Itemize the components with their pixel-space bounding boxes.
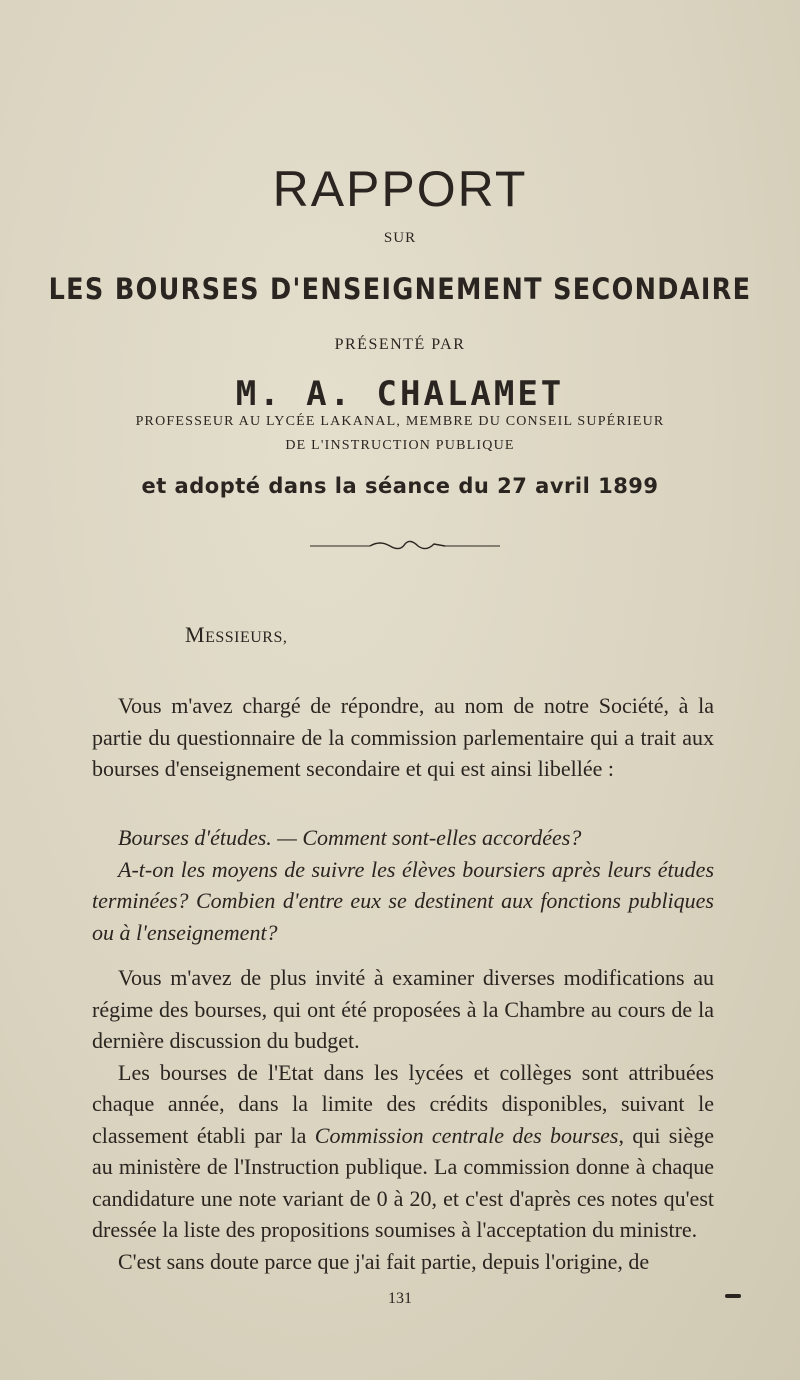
report-title: RAPPORT [272, 161, 528, 217]
presented-by-label: PRÉSENTÉ PAR [334, 336, 466, 353]
author-role-line-1: PROFESSEUR AU LYCÉE LAKANAL, MEMBRE DU CONSEIL SUPÉRIEUR [135, 414, 665, 429]
paragraph-2: Vous m'avez de plus invité à examiner diverses modifications au régime des bourses, qui ont été proposées à la Chambre au cours de la dernière discussion du budget. [92, 965, 714, 1053]
paragraph-3-italic: Commission centrale des bourses [314, 1122, 619, 1148]
quote-line-1: Bourses d'études. — Comment sont-elles accordées? [118, 825, 582, 850]
salutation-initial: M [185, 622, 206, 647]
ornament-divider [310, 536, 500, 556]
paragraph-4: C'est sans doute parce que j'ai fait partie, depuis l'origine, de [118, 1248, 650, 1274]
paragraph-1-text: Vous m'avez chargé de répondre, au nom de notre Société, à la partie du questionnaire de la commission parlementaire qui a trait aux bourses d'enseignement secondaire et qui est ainsi libellée : [92, 693, 714, 781]
salutation [185, 622, 287, 648]
report-subject: LES BOURSES D'ENSEIGNEMENT SECONDAIRE [48, 272, 752, 306]
author-name: M. A. CHALAMET [235, 374, 565, 414]
questionnaire-quote [92, 822, 714, 948]
paragraph-1 [92, 690, 714, 785]
paragraph-3-start: Les bourses de l'Etat dans les lycées et collèges sont attribuées chaque année, dans la limite des crédits disponibles, suivant le classement établi par la [92, 1059, 714, 1148]
author-role-line-2: DE L'INSTRUCTION PUBLIQUE [285, 438, 515, 453]
page-number: 131 [388, 1290, 412, 1307]
paragraph-3 [92, 1057, 714, 1246]
adoption-date-line: et adopté dans la séance du 27 avril 1899 [141, 474, 659, 498]
margin-mark [725, 1294, 741, 1298]
quote-line-2: A-t-on les moyens de suivre les élèves boursiers après leurs études terminées? Combien d'entre eux se destinent aux fonctions publiques ou à l'enseignement? [92, 856, 714, 945]
main-paragraphs [92, 962, 714, 1277]
title-connector: SUR [383, 230, 417, 246]
paragraph-3-end: , qui siège au ministère de l'Instruction publique. La commission donne à chaque candidature une note variant de 0 à 20, et c'est d'après ces notes qu'est dressée la liste des propositions soumises à l'acceptation du ministre. [92, 1122, 715, 1242]
salutation-rest: ESSIEURS, [205, 629, 288, 646]
